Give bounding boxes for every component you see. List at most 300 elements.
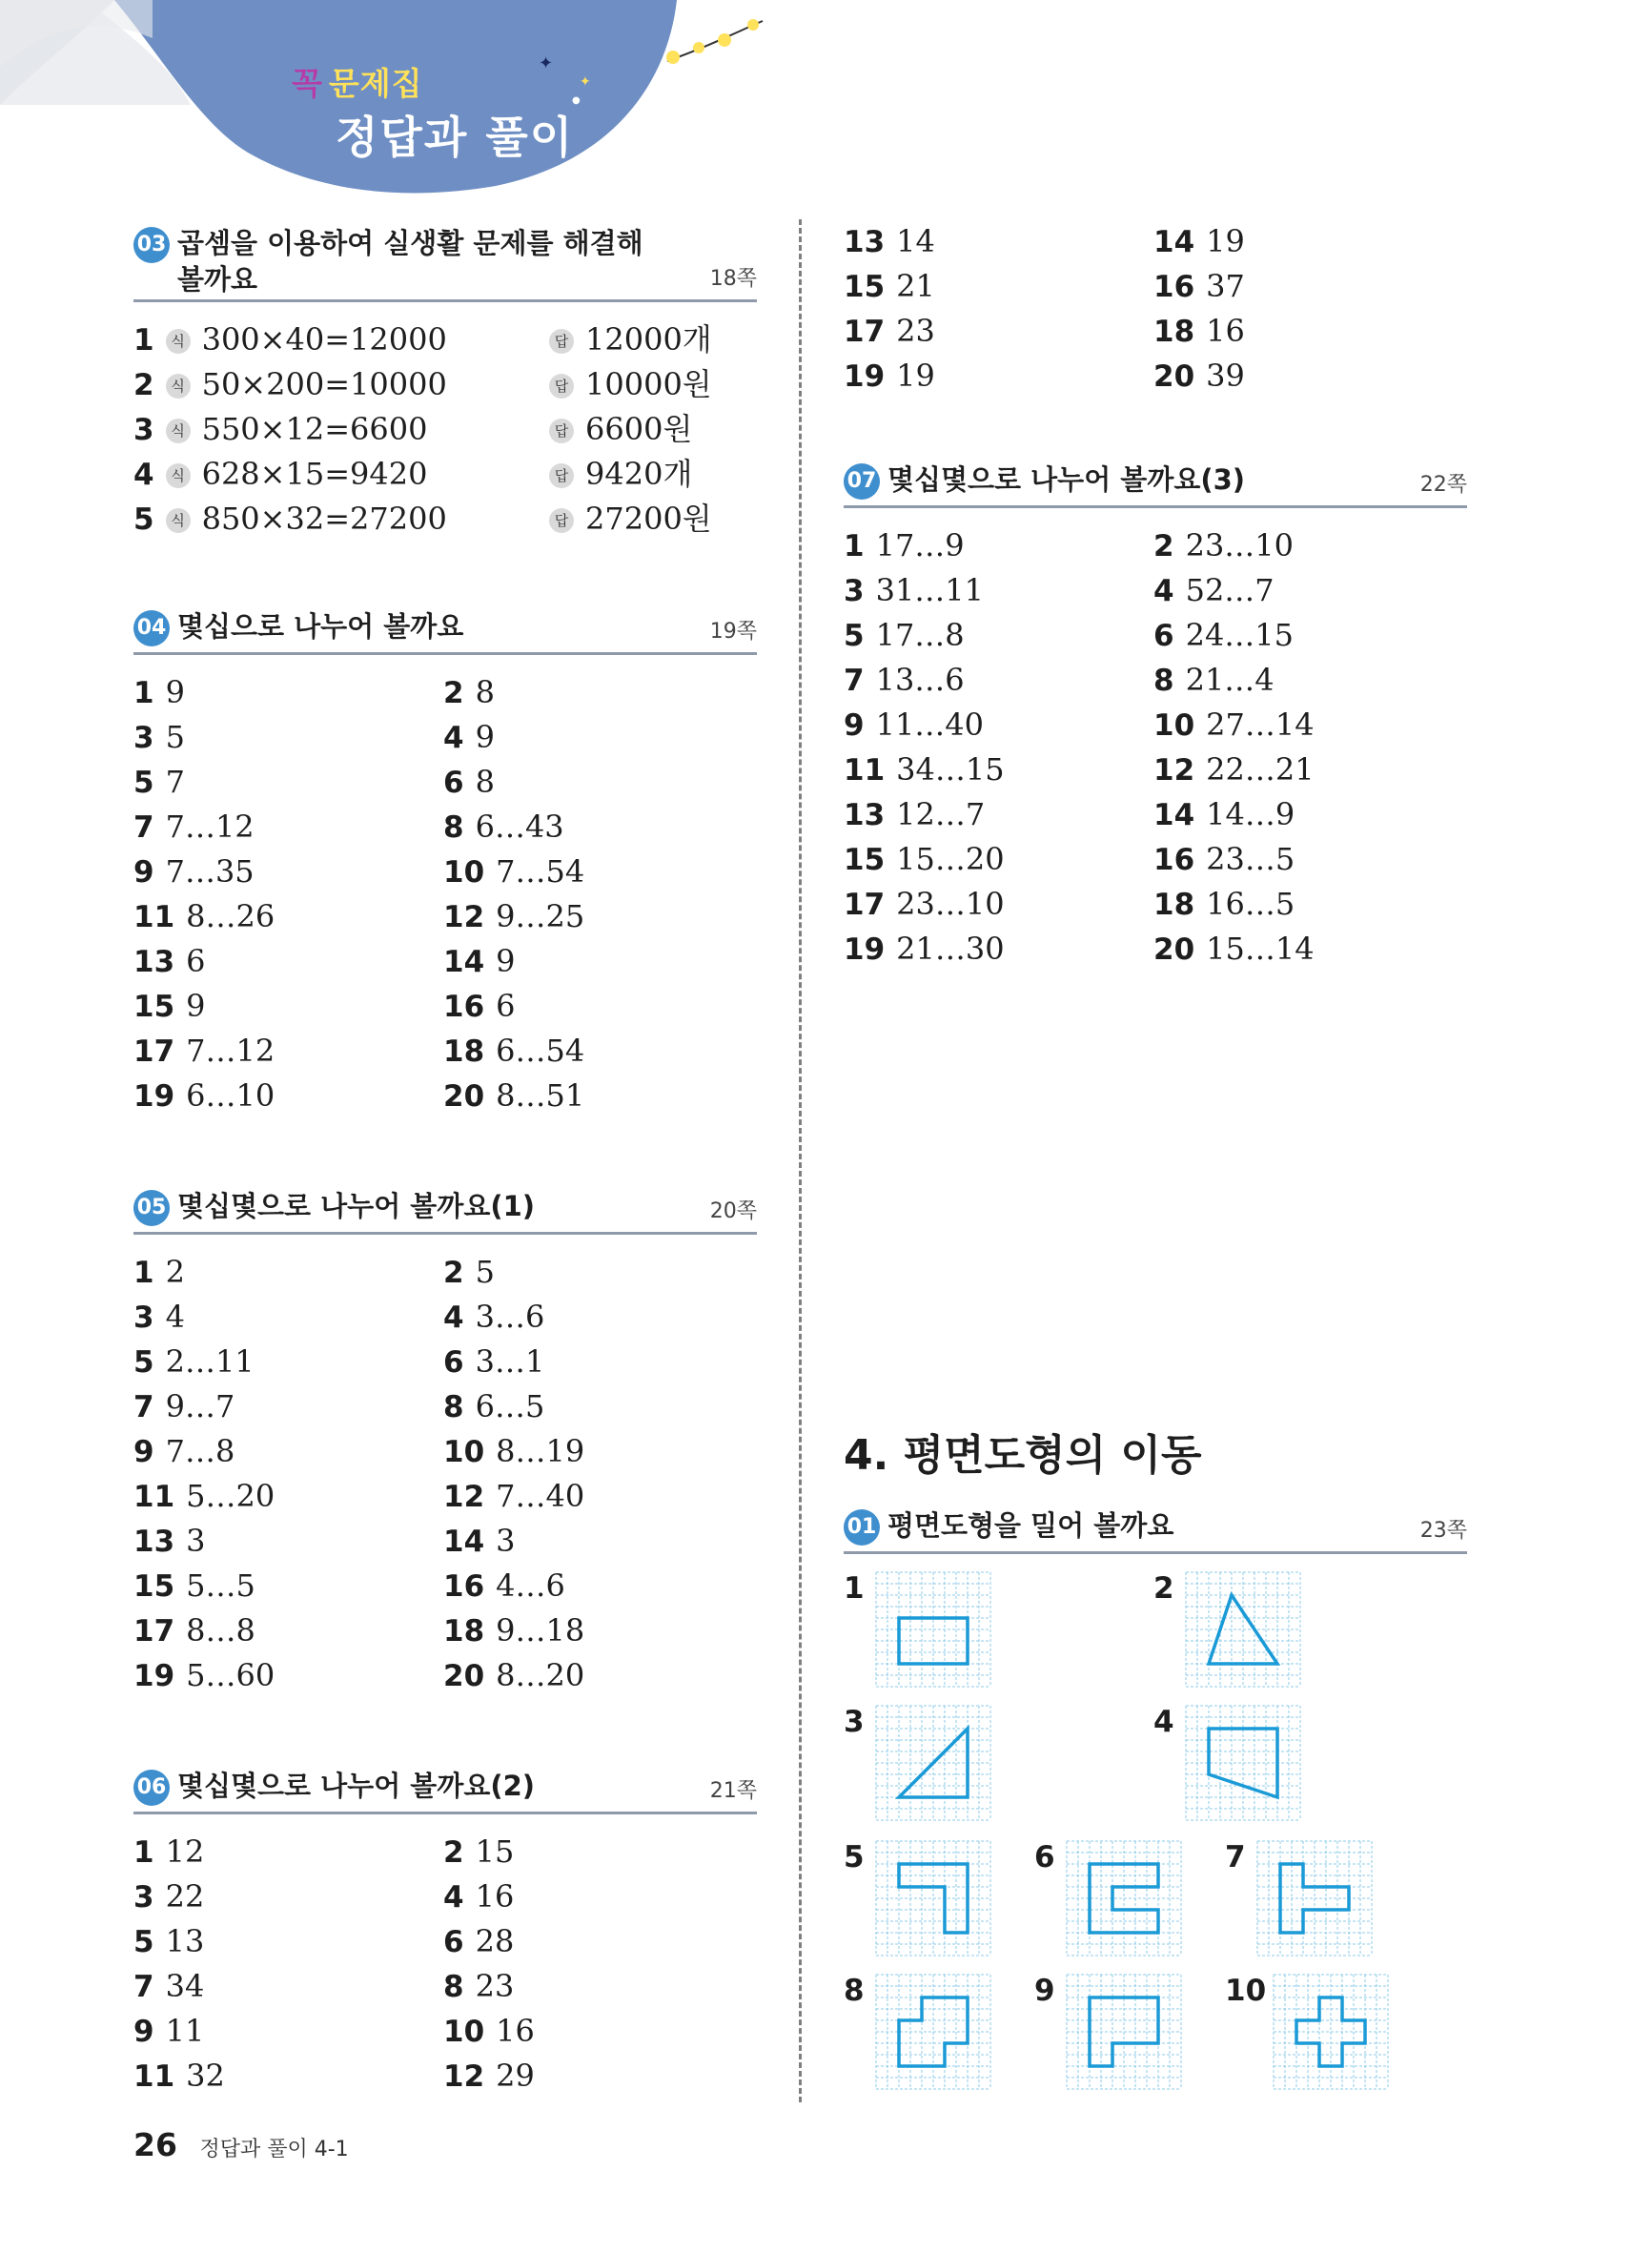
item-number: 18 xyxy=(443,1614,485,1649)
answer-item xyxy=(133,850,255,895)
item-number: 20 xyxy=(1153,932,1195,967)
sik-mark: 식 xyxy=(166,508,191,533)
section-title: 곱셈을 이용하여 실생활 문제를 해결해 볼까요 xyxy=(177,227,643,296)
answer-item xyxy=(1153,748,1315,793)
sik-mark: 식 xyxy=(166,463,191,488)
answer-item xyxy=(443,1429,584,1475)
figure-grid-rectangle xyxy=(875,1571,991,1688)
sik-mark: 식 xyxy=(166,419,191,443)
answer-result xyxy=(549,497,712,542)
item-number: 14 xyxy=(443,945,485,979)
answer-item xyxy=(1153,354,1245,399)
section-03 xyxy=(133,219,757,542)
item-number: 6 xyxy=(443,1925,464,1959)
item-number: 10 xyxy=(443,855,485,890)
answer-value: 22…21 xyxy=(1206,751,1315,788)
answer-expression xyxy=(133,407,427,453)
item-number: 20 xyxy=(443,1079,485,1114)
answer-result xyxy=(549,362,712,407)
page-number: 26 xyxy=(133,2126,177,2163)
answer-item xyxy=(133,805,255,850)
answer-item xyxy=(844,613,965,659)
answer-item xyxy=(844,264,935,310)
answer-row xyxy=(844,792,1467,837)
header-brand xyxy=(292,59,423,104)
figure-grid-p-shape xyxy=(1066,1974,1182,2090)
section-badge: 04 xyxy=(133,610,170,646)
answer-item xyxy=(1153,219,1245,265)
answer-item xyxy=(133,1919,204,1965)
item-number: 1 xyxy=(133,1835,154,1870)
section-title: 평면도형을 밀어 볼까요 xyxy=(887,1509,1174,1542)
item-number: 20 xyxy=(1153,359,1195,394)
answer-value: 7…54 xyxy=(496,853,585,890)
section-header xyxy=(133,1762,757,1814)
item-number: 11 xyxy=(133,900,175,934)
item-number: 5 xyxy=(133,1925,154,1959)
answer-row xyxy=(844,264,1467,309)
answer-row xyxy=(133,1608,757,1653)
item-number: 19 xyxy=(133,1659,175,1693)
answer-expression xyxy=(133,497,447,543)
answer-value: 2 xyxy=(165,1254,185,1290)
item-number: 7 xyxy=(133,1390,154,1424)
item-number: 5 xyxy=(844,619,865,653)
answer-item xyxy=(844,837,1005,883)
item-number: 10 xyxy=(443,1435,485,1469)
answer-item xyxy=(443,1874,514,1920)
item-number: 2 xyxy=(443,676,464,710)
item-number: 14 xyxy=(1153,225,1195,259)
item-number: 18 xyxy=(443,1034,485,1069)
answer-row xyxy=(844,613,1467,658)
answer-value: 5 xyxy=(475,1254,495,1290)
item-number: 20 xyxy=(443,1659,485,1693)
sik-mark: 식 xyxy=(166,329,191,354)
answer-item xyxy=(443,2009,535,2055)
answer-value: 15 xyxy=(475,1833,515,1870)
answer-row xyxy=(133,1295,757,1340)
answer-value: 31…11 xyxy=(875,572,985,608)
result-text: 6600원 xyxy=(585,411,693,447)
answer-expression xyxy=(133,362,447,408)
answer-value: 5…20 xyxy=(186,1478,275,1514)
answer-value: 7…40 xyxy=(496,1478,585,1514)
answer-item xyxy=(133,1384,235,1430)
section-badge: 03 xyxy=(133,227,170,263)
answer-item xyxy=(133,1295,185,1341)
answer-value: 8 xyxy=(475,764,495,800)
section-badge: 06 xyxy=(133,1770,170,1806)
answer-item xyxy=(443,1653,584,1699)
section-page: 18쪽 xyxy=(709,267,757,291)
item-number: 3 xyxy=(133,1880,154,1915)
section-header xyxy=(133,603,757,655)
answer-value: 23 xyxy=(475,1968,515,2004)
section-badge: 07 xyxy=(844,463,880,500)
answer-value: 15…14 xyxy=(1206,931,1315,967)
section-badge: 05 xyxy=(133,1190,170,1226)
item-number: 19 xyxy=(844,359,886,394)
answer-value: 4…6 xyxy=(496,1567,565,1604)
section-page: 19쪽 xyxy=(709,620,757,644)
answer-item xyxy=(844,219,935,265)
dap-mark: 답 xyxy=(549,463,574,488)
answer-value: 3 xyxy=(496,1523,516,1559)
answer-value: 9 xyxy=(165,674,185,710)
answer-item xyxy=(844,882,1005,928)
answer-item xyxy=(133,1340,255,1385)
answer-item xyxy=(1153,927,1315,973)
answer-item xyxy=(443,1830,514,1875)
item-number: 3 xyxy=(133,721,154,755)
answer-item xyxy=(133,1564,255,1609)
answer-item xyxy=(1153,568,1275,614)
answer-row xyxy=(133,670,757,715)
answer-row xyxy=(844,703,1467,748)
answer-value: 16 xyxy=(475,1878,515,1915)
figure-number: 6 xyxy=(1034,1840,1055,1874)
item-number: 10 xyxy=(1153,708,1195,743)
item-number: 14 xyxy=(1153,798,1195,832)
answer-item xyxy=(443,1074,584,1119)
section-07 xyxy=(844,456,1467,972)
answer-value: 6 xyxy=(496,988,516,1024)
section-title: 몇십몇으로 나누어 볼까요(2) xyxy=(177,1770,536,1802)
item-number: 7 xyxy=(133,1970,154,2004)
brand-mark: 꼭 xyxy=(292,65,323,102)
answer-item xyxy=(133,760,185,806)
answer-item xyxy=(133,939,206,985)
answer-value: 7…35 xyxy=(165,853,255,890)
item-number: 6 xyxy=(443,1345,464,1380)
answer-item xyxy=(844,568,984,614)
footer-label: 정답과 풀이 4-1 xyxy=(199,2138,349,2161)
item-number: 19 xyxy=(133,1079,175,1114)
answer-result xyxy=(549,452,692,497)
answer-row xyxy=(844,568,1467,613)
answer-value: 9…25 xyxy=(496,898,585,934)
answer-list xyxy=(133,1814,757,2099)
answer-item xyxy=(133,2009,204,2055)
section-badge: 01 xyxy=(844,1509,880,1546)
answer-value: 5 xyxy=(165,719,185,755)
answer-row xyxy=(133,805,757,850)
expression-text: 550×12=6600 xyxy=(201,411,428,447)
answer-item xyxy=(443,760,495,806)
answer-row xyxy=(133,407,757,452)
answer-item xyxy=(443,1564,565,1609)
answer-value: 5…5 xyxy=(186,1567,255,1604)
item-number: 12 xyxy=(1153,753,1195,788)
answer-value: 6…10 xyxy=(186,1077,275,1114)
answer-row xyxy=(133,1919,757,1964)
answer-value: 24…15 xyxy=(1185,617,1295,653)
item-number: 8 xyxy=(443,810,464,845)
section-header xyxy=(844,456,1467,508)
answer-value: 34 xyxy=(165,1968,205,2004)
item-number: 19 xyxy=(844,932,886,967)
expression-text: 628×15=9420 xyxy=(201,456,428,492)
answer-row xyxy=(133,1874,757,1919)
section-ch4-01 xyxy=(844,1502,1467,1554)
answer-value: 37 xyxy=(1206,268,1245,304)
answer-value: 7 xyxy=(165,764,185,800)
answer-item xyxy=(443,1519,516,1565)
answer-item xyxy=(443,1029,584,1075)
section-title: 몇십으로 나누어 볼까요 xyxy=(177,610,464,643)
answer-list xyxy=(133,302,757,542)
answer-value: 6 xyxy=(186,943,206,979)
page-footer xyxy=(133,2126,349,2163)
answer-row xyxy=(133,1074,757,1118)
answer-result xyxy=(549,407,692,452)
figure-grid-z-shape xyxy=(875,1974,991,2090)
answer-row xyxy=(844,927,1467,972)
item-number: 1 xyxy=(844,529,865,563)
answer-item xyxy=(133,1830,204,1875)
answer-value: 23…10 xyxy=(1185,527,1295,563)
item-number: 4 xyxy=(1153,574,1174,608)
figure-grid-plus-shape xyxy=(1273,1974,1389,2090)
chapter-title: 4. 평면도형의 이동 xyxy=(844,1431,1202,1480)
answer-item xyxy=(1153,309,1245,355)
item-number: 5 xyxy=(133,502,154,537)
answer-row xyxy=(133,1250,757,1295)
answer-row xyxy=(133,1519,757,1564)
answer-row xyxy=(133,1564,757,1608)
item-number: 6 xyxy=(1153,619,1174,653)
answer-row xyxy=(133,1830,757,1874)
section-04 xyxy=(133,603,757,1118)
answer-row xyxy=(133,452,757,497)
result-text: 12000개 xyxy=(585,321,712,358)
answer-row xyxy=(844,658,1467,703)
item-number: 15 xyxy=(133,990,175,1024)
figure-grid-l-shape xyxy=(875,1840,991,1956)
item-number: 13 xyxy=(133,945,175,979)
answer-item xyxy=(1153,264,1245,310)
answer-row xyxy=(133,1429,757,1474)
item-number: 3 xyxy=(133,413,154,447)
answer-item xyxy=(443,894,584,940)
answer-row xyxy=(133,894,757,939)
answer-value: 22 xyxy=(165,1878,205,1915)
svg-text:✦: ✦ xyxy=(580,74,591,90)
answer-value: 8…20 xyxy=(496,1657,585,1693)
answer-result xyxy=(549,317,712,362)
answer-value: 8…19 xyxy=(496,1433,585,1469)
answer-value: 12 xyxy=(165,1833,205,1870)
answer-value: 7…12 xyxy=(165,809,255,845)
answer-item xyxy=(1153,792,1295,838)
dap-mark: 답 xyxy=(549,374,574,399)
answer-value: 19 xyxy=(1206,223,1245,259)
answer-item xyxy=(133,1074,275,1119)
answer-value: 16…5 xyxy=(1206,886,1295,922)
dap-mark: 답 xyxy=(549,419,574,443)
figure-number: 10 xyxy=(1225,1974,1267,2008)
answer-expression xyxy=(133,452,427,498)
answer-value: 9 xyxy=(186,988,206,1024)
item-number: 17 xyxy=(133,1614,175,1649)
answer-item xyxy=(133,670,185,716)
answer-item xyxy=(133,1519,206,1565)
answer-row xyxy=(133,1384,757,1429)
answer-item xyxy=(844,523,965,569)
answer-item xyxy=(133,1429,235,1475)
item-number: 8 xyxy=(443,1970,464,2004)
answer-item xyxy=(1153,523,1294,569)
answer-list xyxy=(133,655,757,1118)
answer-item xyxy=(844,309,935,355)
answer-item xyxy=(844,703,984,748)
item-number: 9 xyxy=(133,1435,154,1469)
figure-grid-c-shape xyxy=(1066,1840,1182,1956)
item-number: 2 xyxy=(1153,529,1174,563)
svg-text:●: ● xyxy=(572,95,581,106)
answer-value: 6…5 xyxy=(475,1388,545,1424)
answer-value: 12…7 xyxy=(896,796,986,832)
answer-row xyxy=(133,362,757,407)
answer-value: 9 xyxy=(475,719,495,755)
answer-value: 9…18 xyxy=(496,1612,585,1649)
answer-item xyxy=(443,1250,495,1296)
answer-row xyxy=(844,219,1467,264)
figure-number: 4 xyxy=(1153,1705,1174,1739)
figure-grid-quadrilateral xyxy=(1185,1705,1301,1821)
item-number: 11 xyxy=(844,753,886,788)
answer-value: 3…6 xyxy=(475,1299,545,1335)
answer-item xyxy=(844,658,965,704)
answer-item xyxy=(443,1474,584,1520)
answer-value: 17…8 xyxy=(875,617,965,653)
item-number: 4 xyxy=(133,458,154,492)
answer-item xyxy=(133,1029,275,1075)
result-text: 10000원 xyxy=(585,366,712,402)
brand-name: 문제집 xyxy=(328,65,423,102)
item-number: 17 xyxy=(844,315,886,349)
answer-value: 21…4 xyxy=(1185,662,1275,698)
figure-number: 3 xyxy=(844,1705,865,1739)
answer-item xyxy=(443,1919,514,1965)
answer-value: 17…9 xyxy=(875,527,965,563)
item-number: 1 xyxy=(133,1256,154,1290)
expression-text: 50×200=10000 xyxy=(201,366,447,402)
answer-value: 7…12 xyxy=(186,1033,275,1069)
answer-item xyxy=(443,984,516,1030)
item-number: 11 xyxy=(133,1480,175,1514)
section-header xyxy=(133,1182,757,1235)
dap-mark: 답 xyxy=(549,508,574,533)
item-number: 2 xyxy=(133,368,154,402)
answer-value: 13…6 xyxy=(875,662,965,698)
item-number: 5 xyxy=(133,766,154,800)
answer-row xyxy=(133,760,757,805)
header-title: 정답과 풀이 xyxy=(336,112,575,163)
figure-number: 7 xyxy=(1225,1840,1246,1874)
answer-item xyxy=(133,1250,185,1296)
answer-item xyxy=(133,1608,255,1654)
expression-text: 300×40=12000 xyxy=(201,321,447,358)
answer-value: 34…15 xyxy=(896,751,1005,788)
answer-value: 16 xyxy=(496,2013,535,2049)
answer-value: 7…8 xyxy=(165,1433,235,1469)
figure-grid-right-triangle xyxy=(875,1705,991,1821)
figure-grid-t-shape xyxy=(1256,1840,1373,1956)
item-number: 7 xyxy=(133,810,154,845)
figure-number: 9 xyxy=(1034,1974,1055,2008)
result-text: 27200원 xyxy=(585,501,712,537)
answer-item xyxy=(443,1295,544,1341)
item-number: 16 xyxy=(443,990,485,1024)
answer-value: 16 xyxy=(1206,313,1245,349)
answer-value: 29 xyxy=(496,2058,535,2094)
item-number: 2 xyxy=(443,1835,464,1870)
answer-value: 32 xyxy=(186,2058,225,2094)
answer-value: 3 xyxy=(186,1523,206,1559)
item-number: 8 xyxy=(1153,664,1174,698)
answer-item xyxy=(1153,837,1295,883)
answer-item xyxy=(133,715,185,761)
answer-item xyxy=(844,792,985,838)
section-06-continued xyxy=(844,219,1467,399)
answer-item xyxy=(443,715,495,761)
answer-value: 3…1 xyxy=(475,1343,545,1380)
item-number: 12 xyxy=(443,1480,485,1514)
section-header xyxy=(133,219,757,302)
section-page: 23쪽 xyxy=(1419,1519,1467,1543)
answer-row xyxy=(133,850,757,894)
answer-row xyxy=(133,715,757,760)
answer-value: 23…5 xyxy=(1206,841,1295,877)
answer-row xyxy=(844,523,1467,568)
answer-row xyxy=(844,354,1467,399)
answer-row xyxy=(844,837,1467,882)
answer-row xyxy=(133,1029,757,1074)
item-number: 3 xyxy=(844,574,865,608)
item-number: 14 xyxy=(443,1525,485,1559)
answer-value: 19 xyxy=(896,358,935,394)
answer-value: 21…30 xyxy=(896,931,1005,967)
answer-item xyxy=(133,984,206,1030)
answer-value: 23 xyxy=(896,313,935,349)
answer-value: 8…51 xyxy=(496,1077,585,1114)
answer-row xyxy=(133,939,757,984)
answer-item xyxy=(443,805,564,850)
figure-number: 2 xyxy=(1153,1571,1174,1606)
answer-list xyxy=(133,1235,757,1698)
answer-value: 15…20 xyxy=(896,841,1005,877)
figure-grid-triangle xyxy=(1185,1571,1301,1688)
item-number: 9 xyxy=(133,855,154,890)
item-number: 4 xyxy=(443,1301,464,1335)
answer-row xyxy=(133,2054,757,2099)
answer-row xyxy=(133,1964,757,2009)
answer-value: 5…60 xyxy=(186,1657,275,1693)
answer-value: 52…7 xyxy=(1185,572,1275,608)
item-number: 17 xyxy=(133,1034,175,1069)
figure-number: 8 xyxy=(844,1974,865,2008)
answer-item xyxy=(133,2054,225,2099)
section-header xyxy=(844,1502,1467,1554)
item-number: 16 xyxy=(1153,843,1195,877)
item-number: 12 xyxy=(443,900,485,934)
answer-item xyxy=(133,894,275,940)
answer-item xyxy=(133,1874,204,1920)
item-number: 4 xyxy=(443,721,464,755)
answer-item xyxy=(443,1384,544,1430)
